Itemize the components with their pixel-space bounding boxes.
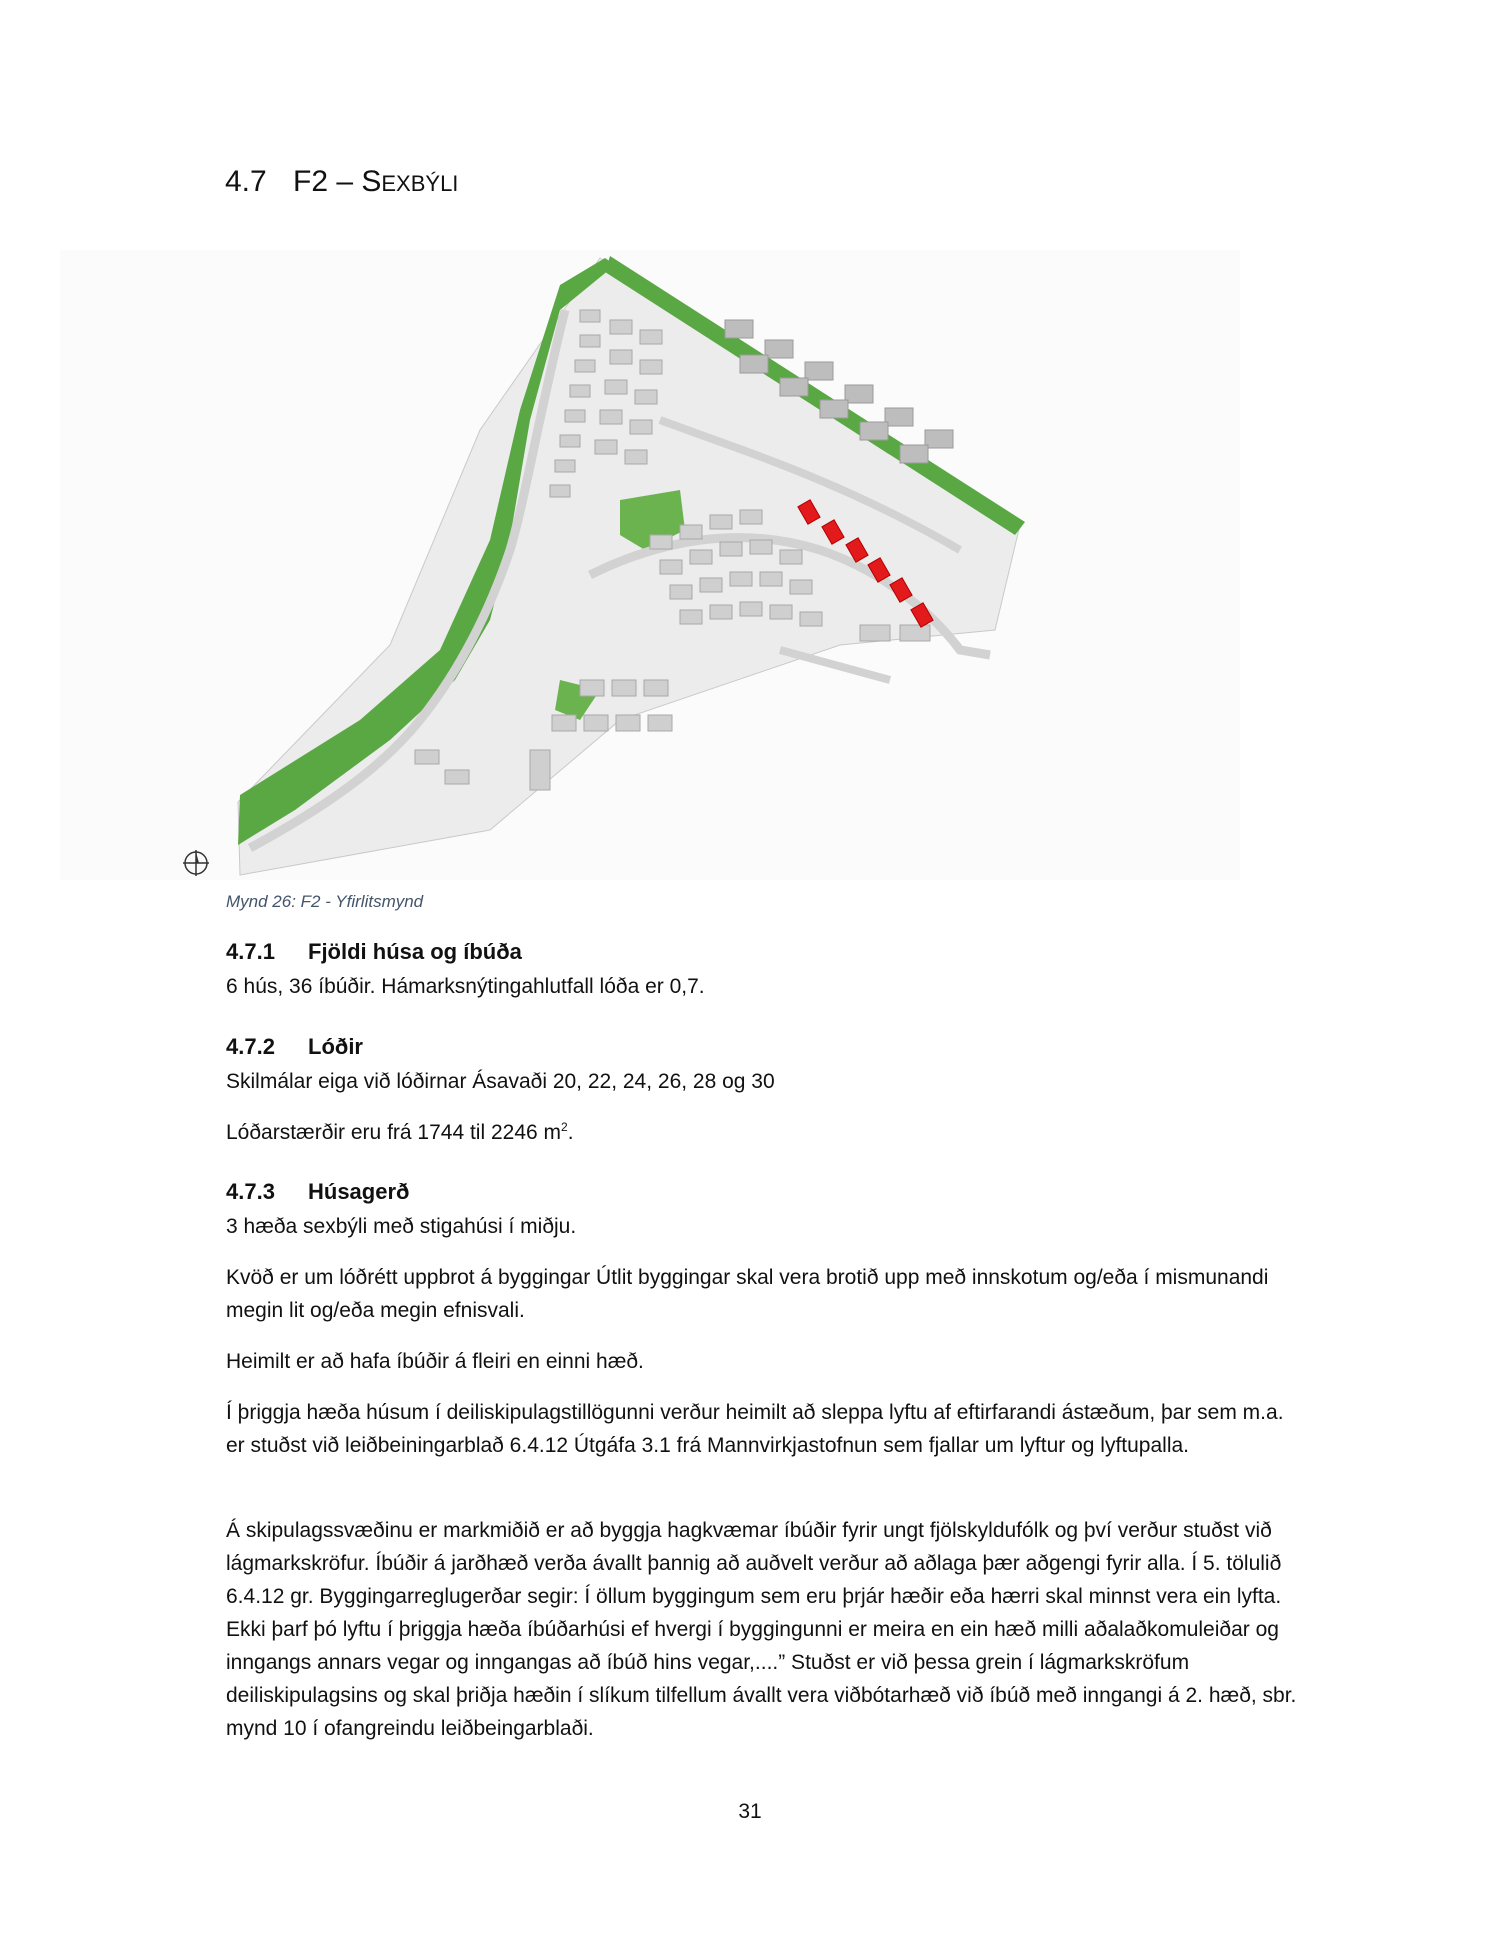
area-end: . <box>567 1121 574 1144</box>
subsection-number: 4.7.2 <box>226 1034 275 1059</box>
paragraph-lodir: Skilmálar eiga við lóðirnar Ásavaði 20, 22, 24, 26, 28 og 30 <box>226 1070 775 1093</box>
subsection-title: Húsagerð <box>308 1179 410 1204</box>
paragraph-kvod: Kvöð er um lóðrétt uppbrot á byggingar Útlit byggingar skal vera brotið upp með innskotum og/eða í mismunandi megin lit og/eða megin efnisvali. <box>226 1266 1269 1322</box>
area-text: Lóðarstærðir eru frá 1744 til 2246 m <box>226 1121 562 1144</box>
section-number: 4.7 <box>225 165 267 198</box>
subsection-number: 4.7.1 <box>226 939 275 964</box>
section-title-rest: EXBÝLI <box>381 171 459 196</box>
subsection-heading-4-7-3 <box>226 1179 409 1205</box>
paragraph-lodarstaerdir <box>226 1116 1306 1149</box>
paragraph-lyfta: Í þriggja hæða húsum í deiliskipulagstillögunni verður heimilt að sleppa lyftu af eftirfarandi ástæðum, þar sem m.a. er stuðst við leiðbeiningarblað 6.4.12 Útgáfa 3.1 frá Mannvirkjastofnun sem fjallar um lyftur og lyftupalla. <box>226 1401 1284 1457</box>
figure-caption: Mynd 26: F2 - Yfirlitsmynd <box>226 892 424 911</box>
subsection-heading-4-7-1 <box>226 939 522 965</box>
area-superscript: 2 <box>561 1120 568 1134</box>
page-number: 31 <box>738 1800 762 1823</box>
compass-icon <box>183 850 209 876</box>
site-plan-map <box>60 250 1240 880</box>
subsection-heading-4-7-2 <box>226 1034 363 1060</box>
paragraph-husagerd: 3 hæða sexbýli með stigahúsi í miðju. <box>226 1215 577 1238</box>
paragraph-skipulag: Á skipulagssvæðinu er markmiðið er að byggja hagkvæmar íbúðir fyrir ungt fjölskyldufólk og því verður stuðst við lágmarkskröfur. Íbúðir á jarðhæð verða ávallt þannig að auðvelt verður að aðlaga þær aðgengi fyrir alla. Í 5. tölulið 6.4.12 gr. Byggingarreglugerðar segir: Í öllum byggingum sem eru þrjár hæðir eða hærri skal minnst vera ein lyfta. Ekki þarf þó lyftu í þriggja hæða íbúðarhúsi ef hvergi í byggingunni er meira en ein hæð milli aðalaðkomuleiðar og inngangs annars vegar og inngangas að íbúð hins vegar,....” Stuðst er við þessa grein í lágmarkskröfum deiliskipulagsins og skal þriðja hæðin í slíkum tilfellum ávallt vera viðbótarhæð við íbúð með inngangi á 2. hæð, sbr. mynd 10 í ofangreindu leiðbeingarblaði. <box>226 1519 1297 1740</box>
subsection-number: 4.7.3 <box>226 1179 275 1204</box>
section-heading <box>225 165 458 199</box>
paragraph-fjoldi: 6 hús, 36 íbúðir. Hámarksnýtingahlutfall lóða er 0,7. <box>226 975 705 998</box>
subsection-title: Lóðir <box>308 1034 363 1059</box>
paragraph-heimilt: Heimilt er að hafa íbúðir á fleiri en einni hæð. <box>226 1350 644 1373</box>
section-title-first: F2 – S <box>293 165 382 198</box>
subsection-title: Fjöldi húsa og íbúða <box>308 939 522 964</box>
